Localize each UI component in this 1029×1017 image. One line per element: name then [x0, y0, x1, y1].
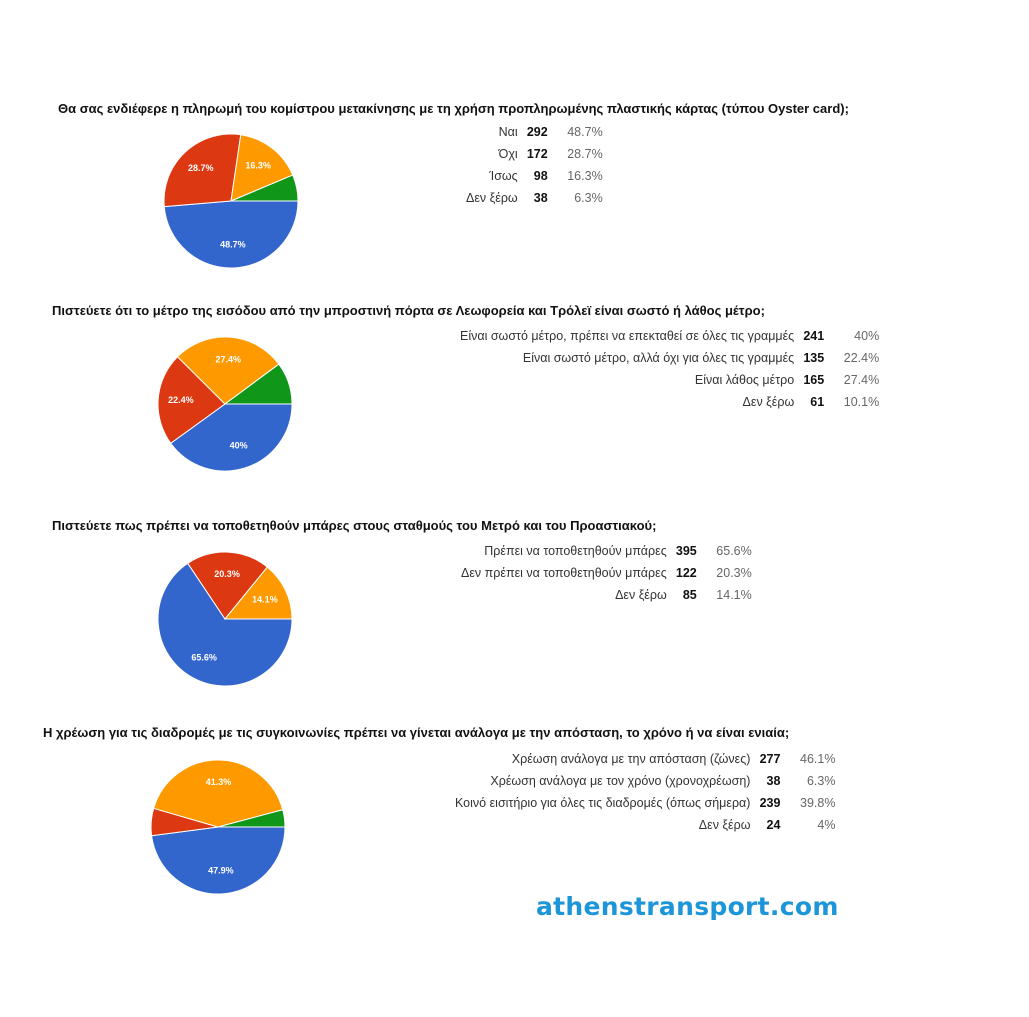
legend-label: Χρέωση ανάλογα με την απόσταση (ζώνες): [511, 752, 751, 766]
chart-title: Πιστεύετε ότι το μέτρο της εισόδου από την μπροστινή πόρτα σε Λεωφορεία και Τρόλεϊ είναι σωστό ή λάθος μέτρο;: [52, 303, 765, 318]
slice-label: 14.1%: [252, 594, 278, 605]
slice-label: 20.3%: [214, 569, 240, 580]
slice-label: 28.7%: [187, 163, 214, 174]
legend-count: 277: [759, 752, 781, 766]
legend-count: 98: [533, 169, 548, 183]
slice-label: 41.3%: [205, 777, 232, 788]
slice-label: 40%: [229, 440, 248, 451]
legend-count: 172: [526, 147, 548, 161]
legend-count: 122: [675, 566, 697, 580]
legend-percent: 28.7%: [567, 147, 603, 161]
legend-percent: 14.1%: [716, 588, 752, 602]
slice-label: 47.9%: [208, 865, 234, 876]
legend-count: 38: [766, 774, 781, 788]
legend-percent: 27.4%: [843, 373, 880, 387]
legend-label: Ναι: [498, 125, 518, 139]
legend-percent: 40%: [854, 329, 880, 343]
legend-percent: 65.6%: [716, 544, 752, 558]
legend-label: Είναι σωστό μέτρο, αλλά όχι για όλες τις γραμμές: [522, 351, 795, 365]
legend-percent: 4%: [817, 818, 836, 832]
legend-percent: 39.8%: [800, 796, 836, 810]
legend-row: [455, 748, 835, 770]
legend-label: Δεν ξέρω: [466, 191, 518, 205]
legend-label: Δεν ξέρω: [615, 588, 667, 602]
chart-title: Πιστεύετε πως πρέπει να τοποθετηθούν μπάρες στους σταθμούς του Μετρό και του Προαστιακού;: [52, 518, 657, 533]
legend-count: 239: [759, 796, 781, 810]
legend-count: 292: [526, 125, 548, 139]
legend-table: [455, 748, 835, 836]
brand-watermark: athenstransport.com: [536, 892, 839, 921]
legend-label: Ίσως: [489, 169, 518, 183]
legend-label: Είναι λάθος μέτρο: [694, 373, 795, 387]
legend-percent: 20.3%: [716, 566, 752, 580]
legend-count: 135: [803, 351, 825, 365]
legend-percent: 6.3%: [574, 191, 603, 205]
legend-percent: 10.1%: [843, 395, 880, 409]
legend-count: 85: [682, 588, 697, 602]
pie-slice: [152, 827, 285, 894]
legend-label: Χρέωση ανάλογα με τον χρόνο (χρονοχρέωση): [490, 774, 751, 788]
legend-count: 165: [803, 373, 825, 387]
legend-label: Δεν πρέπει να τοποθετηθούν μπάρες: [461, 566, 667, 580]
legend-percent: 48.7%: [567, 125, 603, 139]
legend-label: Είναι σωστό μέτρο, πρέπει να επεκταθεί σε όλες τις γραμμές: [460, 329, 795, 343]
slice-label: 16.3%: [245, 160, 271, 171]
legend-count: 61: [810, 395, 825, 409]
legend-label: Δεν ξέρω: [698, 818, 751, 832]
slice-label: 27.4%: [215, 354, 241, 365]
legend-percent: 6.3%: [806, 774, 836, 788]
slice-label: 48.7%: [220, 239, 246, 250]
legend-percent: 22.4%: [843, 351, 880, 365]
legend-count: 38: [533, 191, 548, 205]
chart-title: Η χρέωση για τις διαδρομές με τις συγκοινωνίες πρέπει να γίνεται ανάλογα με την απόσταση, το χρόνο ή να είναι ενιαία;: [43, 725, 790, 740]
legend-label: Πρέπει να τοποθετηθούν μπάρες: [484, 544, 667, 558]
legend-label: Κοινό εισιτήριο για όλες τις διαδρομές (όπως σήμερα): [455, 796, 751, 810]
legend-label: Όχι: [498, 147, 518, 161]
legend-percent: 46.1%: [800, 752, 836, 766]
legend-row: [455, 770, 835, 792]
chart-title: Θα σας ενδιέφερε η πληρωμή του κομίστρου μετακίνησης με τη χρήση προπληρωμένης πλαστικής κάρτας (τύπου Oyster card);: [58, 101, 849, 116]
legend-label: Δεν ξέρω: [742, 395, 795, 409]
slice-label: 65.6%: [191, 652, 217, 663]
legend-percent: 16.3%: [567, 169, 603, 183]
slice-label: 22.4%: [168, 394, 194, 405]
legend-count: 395: [675, 544, 697, 558]
legend-count: 24: [766, 818, 781, 832]
legend-row: [455, 814, 835, 836]
legend-row: [455, 792, 835, 814]
legend-count: 241: [803, 329, 825, 343]
